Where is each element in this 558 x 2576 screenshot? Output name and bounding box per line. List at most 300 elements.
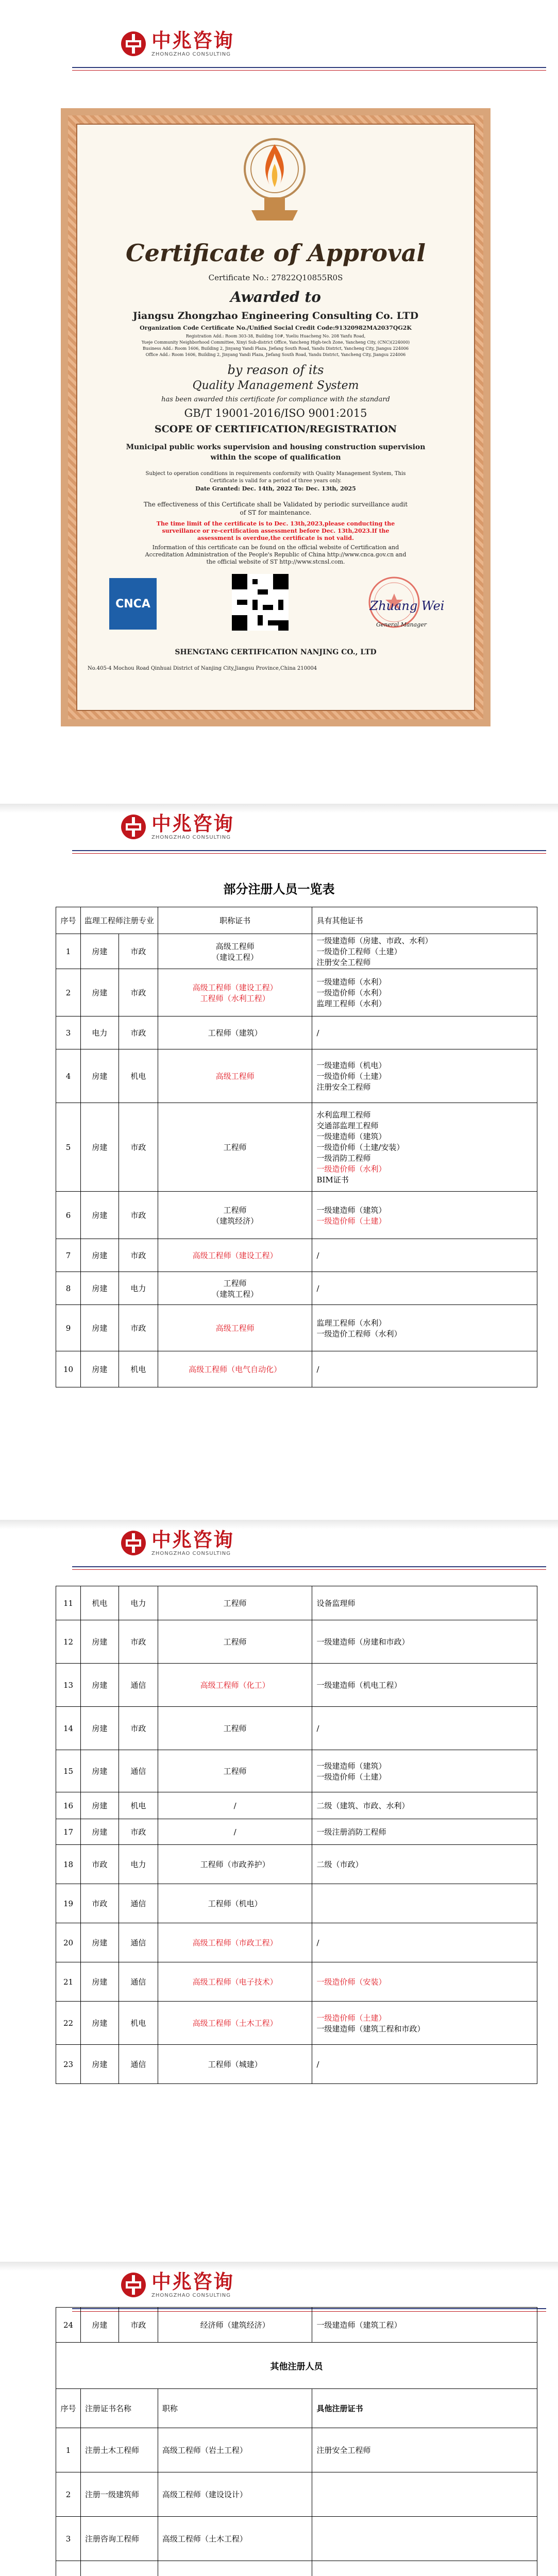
row-a: 房建 (80, 1819, 119, 1845)
row-a: 市政 (80, 1845, 119, 1884)
org-code: Organization Code Certificate No./Unified Social Credit Code:91320982MA2037QG2K (140, 325, 412, 331)
row-n: 16 (56, 1792, 81, 1819)
validity-warning-2: surveillance or re-certification assessment before Dec. 13th,2023.If the (162, 528, 390, 534)
other-personnel-table (56, 2388, 537, 2576)
brand-logo (120, 813, 234, 841)
table-row (56, 1305, 537, 1351)
row-other-line: 一级消防工程师 (316, 1154, 371, 1163)
row-title-line: （建筑工程） (212, 1289, 259, 1299)
awarded-to: Awarded to (230, 289, 321, 306)
row-title (158, 1305, 312, 1351)
table-row (56, 1923, 537, 1962)
row-a: 房建 (80, 1103, 119, 1192)
row-other-line: 一级建造师（房建和市政） (316, 1637, 410, 1647)
row-c: 注册土木工程师 (80, 2428, 158, 2472)
brand-name-cn: 中兆咨询 (151, 29, 234, 52)
row-n: 4 (56, 1049, 81, 1103)
header-title-cert: 职称证书 (158, 907, 312, 934)
row-title (158, 1962, 312, 2002)
row-title-line: 工程师（市政养护） (200, 1860, 270, 1869)
row-other (312, 1103, 537, 1192)
row-c: 注册咨询工程师 (80, 2517, 158, 2561)
row-a: 房建 (80, 934, 119, 969)
brand-name-cn: 中兆咨询 (151, 812, 234, 835)
row-b: 市政 (119, 1707, 158, 1750)
effectiveness-line-1: The effectiveness of this Certificate shall be Validated by periodic surveillance audit (143, 501, 408, 508)
row-other-line: 一级造价师（土建） (316, 1216, 386, 1226)
row-title-line: / (233, 1801, 236, 1810)
row-other-line: 一级建造师（建筑） (316, 1761, 386, 1771)
row-other-line: / (316, 1283, 319, 1293)
header-index: 序号 (56, 907, 81, 934)
row-title (158, 1819, 312, 1845)
row-b: 通信 (119, 1884, 158, 1923)
page1-header (0, 0, 558, 77)
row-b: 通信 (119, 2045, 158, 2084)
row-n: 7 (56, 1239, 81, 1272)
row-other-line: / (316, 1028, 319, 1038)
table-row (56, 934, 537, 969)
table-row (56, 1351, 537, 1387)
row-title-line: 高级工程师（建设工程） (192, 1251, 278, 1260)
row-title-line: 工程师 (223, 1278, 247, 1288)
certificate (61, 108, 491, 726)
row-other (312, 1923, 537, 1962)
row-title-line: 高级工程师（建设工程） (192, 982, 278, 992)
row-other (312, 1049, 537, 1103)
row-other-line: 一级造价师（土建） (316, 2013, 386, 2023)
row-a: 房建 (80, 1962, 119, 2002)
table-row (56, 1664, 537, 1707)
row-b: 市政 (119, 1103, 158, 1192)
row-title-line: 工程师（建筑） (208, 1028, 262, 1038)
row-other-line: / (316, 1364, 319, 1374)
table-row (56, 2308, 537, 2343)
row-other (312, 1272, 537, 1305)
table-row (56, 1620, 537, 1664)
row-n: 19 (56, 1884, 81, 1923)
row-b: 市政 (119, 1239, 158, 1272)
row-n: 1 (56, 934, 81, 969)
row-b: 市政 (119, 1016, 158, 1049)
row-b: 市政 (119, 934, 158, 969)
row-other-line: 二级（建筑、市政、水利） (316, 1801, 410, 1810)
row-o (312, 2472, 537, 2517)
row-other (312, 1239, 537, 1272)
row-title-line: / (233, 1827, 236, 1837)
row-other-line: 一级建造师（房建、市政、水利） (316, 936, 433, 945)
row-title-line: 工程师 (223, 1143, 247, 1152)
row-n: 9 (56, 1305, 81, 1351)
table-header-row (56, 907, 537, 934)
by-reason: by reason of its (227, 363, 324, 377)
row-other (312, 1750, 537, 1792)
row-t: 高级工程师（土木工程） (158, 2517, 312, 2561)
brand-name-cn: 中兆咨询 (151, 2270, 234, 2293)
row-other (312, 934, 537, 969)
table-row (56, 1103, 537, 1192)
row-title-line: （建筑经济） (212, 1216, 259, 1226)
row-a: 房建 (80, 1792, 119, 1819)
row-n: 6 (56, 1192, 81, 1239)
brand-mark-icon (120, 30, 147, 58)
row-spec-b: 市政 (119, 2308, 158, 2343)
row-title-line: 工程师 (223, 1637, 247, 1647)
signature: Zhuang Wei (369, 599, 445, 613)
row-title (158, 1049, 312, 1103)
row-other-line: 一级造价师（土建/安装） (316, 1143, 404, 1152)
table-row (56, 1962, 537, 2002)
page2-header (0, 783, 558, 860)
row-n: 5 (56, 1103, 81, 1192)
row-other-line: 一级建造师（机电工程） (316, 1681, 402, 1690)
row-other-line: / (316, 2059, 319, 2069)
cnca-logo-text: CNCA (115, 597, 150, 611)
row-spec-a: 房建 (80, 2308, 119, 2343)
row-a: 房建 (80, 1272, 119, 1305)
row-title (158, 934, 312, 969)
row-a: 电力 (80, 1016, 119, 1049)
row-title (158, 1351, 312, 1387)
row-title-line: 工程师 (223, 1599, 247, 1608)
table-row (56, 2472, 537, 2517)
row-n: 10 (56, 1351, 81, 1387)
row-other (312, 1792, 537, 1819)
subject-line-2: Certificate is valid for a period of three years only. (210, 478, 342, 484)
header-reg-specialty: 监理工程师注册专业 (80, 907, 158, 934)
row-other-line: 一级造价师（土建） (316, 1072, 386, 1081)
row-n: 1 (56, 2428, 81, 2472)
row-title-line: 工程师 (223, 1724, 247, 1733)
row-title-line: 高级工程师 (215, 941, 255, 951)
row-title (158, 1750, 312, 1792)
row-a: 房建 (80, 969, 119, 1016)
row-n: 11 (56, 1586, 81, 1620)
row-other-line: 注册安全工程师 (316, 1082, 371, 1092)
row-n: 2 (56, 2472, 81, 2517)
row-title-line: 高级工程师（化工） (200, 1681, 270, 1690)
row-n: 22 (56, 2002, 81, 2045)
row-a: 房建 (80, 1351, 119, 1387)
table-row (56, 1272, 537, 1305)
row-other-line: BIM证书 (316, 1175, 349, 1184)
header-other-certs: 具有其他证书 (312, 907, 537, 934)
table-row (56, 1792, 537, 1819)
row-b: 市政 (119, 1192, 158, 1239)
info-line-3: the official website of ST http://www.stcnsl.com. (206, 558, 345, 565)
info-line-1: Information of this certificate can be found on the official website of Certification and (152, 544, 399, 551)
certificate-number: Certificate No.: 27822Q10855R0S (208, 273, 343, 282)
row-other (312, 1016, 537, 1049)
table-row (56, 2428, 537, 2472)
row-a: 房建 (80, 1923, 119, 1962)
row-title (158, 969, 312, 1016)
row-b: 市政 (119, 1305, 158, 1351)
row-a: 房建 (80, 1707, 119, 1750)
address-line-1: Registration Add.: Room 303-38, Building 10#, Yueliu Huacheng No. 208 Yanfu Road, (185, 334, 366, 338)
scope-title: SCOPE OF CERTIFICATION/REGISTRATION (154, 423, 397, 435)
row-a: 房建 (80, 1750, 119, 1792)
row-other-line: / (316, 1723, 319, 1733)
other-header-row (56, 2389, 537, 2428)
row-b: 通信 (119, 1664, 158, 1707)
info-line-2: Accreditation Administration of the People's Republic of China http://www.cnca.gov.cn and (145, 551, 407, 558)
row-title: 经济师（建筑经济） (158, 2308, 312, 2343)
row-n: 20 (56, 1923, 81, 1962)
row-title-line: 工程师（水利工程） (200, 993, 270, 1003)
row-o (312, 2517, 537, 2561)
row-title-line: （建设工程） (212, 952, 259, 962)
personnel-table-end (56, 2307, 537, 2389)
row-other-line: 一级造价师（土建） (316, 1772, 386, 1782)
page3-header (0, 1499, 558, 1577)
certificate-emblem-icon (241, 133, 308, 231)
validity-warning-3: assessment is overdue,the certificate is not valid. (197, 535, 354, 541)
row-title (158, 1272, 312, 1305)
row-other (312, 1586, 537, 1620)
brand-mark-icon (120, 2271, 147, 2299)
row-a: 房建 (80, 1192, 119, 1239)
row-other-line: 交通部监理工程师 (316, 1121, 379, 1130)
row-title (158, 2045, 312, 2084)
row-t (158, 2561, 312, 2576)
row-c: 注册一级建筑师 (80, 2472, 158, 2517)
other-header-title: 职称 (158, 2389, 312, 2428)
row-other-line: 一级建造师（建筑工程和市政） (316, 2024, 425, 2033)
row-n: 14 (56, 1707, 81, 1750)
row-other (312, 2045, 537, 2084)
row-title-line: 工程师（城建） (208, 2060, 262, 2069)
row-title-line: 高级工程师 (215, 1324, 255, 1333)
row-title (158, 1016, 312, 1049)
row-b: 市政 (119, 1819, 158, 1845)
row-b: 电力 (119, 1586, 158, 1620)
row-n: 18 (56, 1845, 81, 1884)
table-row (56, 1049, 537, 1103)
row-other-line: 一级建造师（水利） (316, 977, 386, 987)
row-n: 3 (56, 1016, 81, 1049)
company-name: Jiangsu Zhongzhao Engineering Consulting Co. LTD (132, 310, 419, 321)
table-row (56, 1192, 537, 1239)
row-a: 房建 (80, 1664, 119, 1707)
row-title (158, 1707, 312, 1750)
other-section-title-row (56, 2343, 537, 2389)
table-row (56, 2045, 537, 2084)
brand-name-en: ZHONGZHAO CONSULTING (151, 835, 231, 840)
row-other-line: 监理工程师（水利） (316, 1318, 386, 1328)
row-other-line: 监理工程师（水利） (316, 999, 386, 1008)
row-n: 8 (56, 1272, 81, 1305)
row-title (158, 1586, 312, 1620)
row-a: 房建 (80, 1049, 119, 1103)
row-other (312, 1192, 537, 1239)
validity-warning-1: The time limit of the certificate is to Dec. 13th,2023,please conducting the (156, 520, 395, 527)
brand-mark-icon (120, 813, 147, 841)
row-n: 23 (56, 2045, 81, 2084)
effectiveness-line-2: of ST for maintenance. (240, 509, 312, 516)
qms-title: Quality Management System (192, 379, 359, 392)
brand-name-cn: 中兆咨询 (151, 1529, 234, 1551)
row-other-line: / (316, 1938, 319, 1947)
brand-logo (120, 1529, 234, 1557)
row-other (312, 1664, 537, 1707)
row-title (158, 1620, 312, 1664)
qr-code-icon[interactable] (232, 574, 289, 631)
date-granted: Date Granted: Dec. 14th, 2022 To: Dec. 13th, 2025 (195, 485, 356, 492)
row-other-line: 一级注册消防工程师 (316, 1827, 386, 1837)
table-row (56, 1586, 537, 1620)
table-row (56, 2002, 537, 2045)
row-other (312, 1620, 537, 1664)
row-title (158, 1103, 312, 1192)
cnca-logo (109, 578, 157, 630)
row-title (158, 1884, 312, 1923)
address-line-4: Office Add.: Room 1606, Building 2, Jinyang Yandi Plaza, Jiefang South Road, Yandu District, Yancheng City, Jiangsu 224006 (145, 352, 406, 357)
row-index: 24 (56, 2308, 81, 2343)
certificate-paper (76, 124, 475, 711)
row-title-line: 高级工程师（市政工程） (192, 1938, 278, 1947)
row-o (312, 2561, 537, 2576)
row-a: 房建 (80, 2045, 119, 2084)
row-other (312, 1819, 537, 1845)
brand-name-en: ZHONGZHAO CONSULTING (151, 2293, 231, 2298)
row-other: 一级建造师（建筑工程） (312, 2308, 537, 2343)
row-other-line: 一级建造师（机电） (316, 1061, 386, 1070)
row-b: 通信 (119, 1750, 158, 1792)
row-b: 市政 (119, 1620, 158, 1664)
table-row (56, 1016, 537, 1049)
row-title (158, 2002, 312, 2045)
personnel-table-continued (56, 1586, 537, 2084)
other-header-other: 具他注册证书 (312, 2389, 537, 2428)
brand-name-en: ZHONGZHAO CONSULTING (151, 52, 231, 57)
row-title (158, 1192, 312, 1239)
row-other-line: 一级造价工程师（水利） (316, 1329, 402, 1338)
section-title: 部分注册人员一览表 (223, 882, 335, 896)
row-title-line: 工程师 (223, 1205, 247, 1215)
row-other-line: 二级（市政） (316, 1860, 363, 1869)
row-b: 市政 (119, 969, 158, 1016)
signatory-title: General Manager (376, 621, 427, 628)
standard: GB/T 19001-2016/ISO 9001:2015 (184, 407, 367, 419)
issuer-address: No.405-4 Mochou Road Qinhuai District of Nanjing City,Jiangsu Province,China 210004 (88, 666, 317, 671)
row-a: 房建 (80, 1239, 119, 1272)
row-b: 机电 (119, 2002, 158, 2045)
table-row (56, 1845, 537, 1884)
row-other-line: 一级造价师（水利） (316, 1164, 386, 1174)
brand-mark-icon (120, 1529, 147, 1557)
row-other-line: 一级建造师（建筑） (316, 1132, 386, 1141)
other-header-index: 序号 (56, 2389, 81, 2428)
table-row (56, 969, 537, 1016)
row-title-line: 高级工程师（土木工程） (192, 2019, 278, 2028)
row-other (312, 1351, 537, 1387)
scope-line-2: within the scope of qualification (210, 453, 341, 462)
row-b: 通信 (119, 1962, 158, 2002)
row-a: 市政 (80, 1884, 119, 1923)
issuer-name: SHENGTANG CERTIFICATION NANJING CO., LTD (175, 648, 377, 656)
row-title (158, 1664, 312, 1707)
row-n: 21 (56, 1962, 81, 2002)
row-title-line: 高级工程师（电子技术） (192, 1977, 278, 1987)
table-row (56, 2561, 537, 2576)
row-title-line: 高级工程师 (215, 1072, 255, 1081)
row-other (312, 1845, 537, 1884)
row-n: 12 (56, 1620, 81, 1664)
row-title-line: 工程师 (223, 1767, 247, 1776)
row-other (312, 1962, 537, 2002)
row-other-line: 一级造价工程师（土建） (316, 947, 402, 956)
certificate-title: Certificate of Approval (125, 239, 426, 267)
brand-logo (120, 2271, 234, 2299)
row-n: 15 (56, 1750, 81, 1792)
row-other-line: 水利监理工程师 (316, 1110, 371, 1120)
row-other (312, 969, 537, 1016)
row-b: 通信 (119, 1923, 158, 1962)
row-c (80, 2561, 158, 2576)
other-section-title: 其他注册人员 (56, 2343, 537, 2389)
row-other-line: 一级造价师（安装） (316, 1977, 386, 1987)
row-b: 电力 (119, 1272, 158, 1305)
row-t: 高级工程师（建设设计） (158, 2472, 312, 2517)
row-a: 房建 (80, 1305, 119, 1351)
row-other (312, 1305, 537, 1351)
subject-line-1: Subject to operation conditions in requirements conformity with Quality Management System, This (145, 471, 406, 477)
other-header-cert: 注册证书名称 (80, 2389, 158, 2428)
row-title (158, 1845, 312, 1884)
table-row (56, 2517, 537, 2561)
row-other (312, 2002, 537, 2045)
address-line-2: Yueje Community Neighborhood Committee, Xinyi Sub-district Office, Yancheng High-tech Zone, Yancheng City, (CNC)(224000) (141, 340, 410, 345)
table-row (56, 1884, 537, 1923)
row-title (158, 1923, 312, 1962)
row-n: 3 (56, 2517, 81, 2561)
row-other (312, 1884, 537, 1923)
row-b: 机电 (119, 1792, 158, 1819)
awarded-text: has been awarded this certificate for compliance with the standard (161, 396, 390, 403)
row-title (158, 1792, 312, 1819)
row-n: 2 (56, 969, 81, 1016)
brand-logo (120, 30, 234, 58)
table-row (56, 1750, 537, 1792)
table-row (56, 1819, 537, 1845)
row-n (56, 2561, 81, 2576)
row-a: 机电 (80, 1586, 119, 1620)
row-other-line: / (316, 1250, 319, 1260)
row-other-line: 一级造价师（水利） (316, 988, 386, 997)
row-a: 房建 (80, 2002, 119, 2045)
scope-line-1: Municipal public works supervision and housing construction supervision (126, 443, 426, 451)
row-title-line: 工程师（机电） (208, 1899, 262, 1908)
row-b: 机电 (119, 1049, 158, 1103)
row-title-line: 高级工程师（电气自动化） (189, 1365, 282, 1374)
table-row (56, 1239, 537, 1272)
row-other-line: 注册安全工程师 (316, 958, 371, 967)
row-o: 注册安全工程师 (312, 2428, 537, 2472)
row-a: 房建 (80, 1620, 119, 1664)
row-b: 机电 (119, 1351, 158, 1387)
row-t: 高级工程师（岩土工程） (158, 2428, 312, 2472)
row-title (158, 1239, 312, 1272)
row-b: 电力 (119, 1845, 158, 1884)
table-row (56, 1707, 537, 1750)
row-other-line: 一级建造师（建筑） (316, 1205, 386, 1215)
row-n: 13 (56, 1664, 81, 1707)
address-line-3: Business Add.: Room 1606, Building 2, Jinyang Yandi Plaza, Jiefang South Road, Yandu District, Yancheng City, Jiangsu 224006 (142, 346, 409, 351)
row-other-line: 设备监理师 (316, 1599, 356, 1608)
row-other (312, 1707, 537, 1750)
brand-name-en: ZHONGZHAO CONSULTING (151, 1551, 231, 1556)
